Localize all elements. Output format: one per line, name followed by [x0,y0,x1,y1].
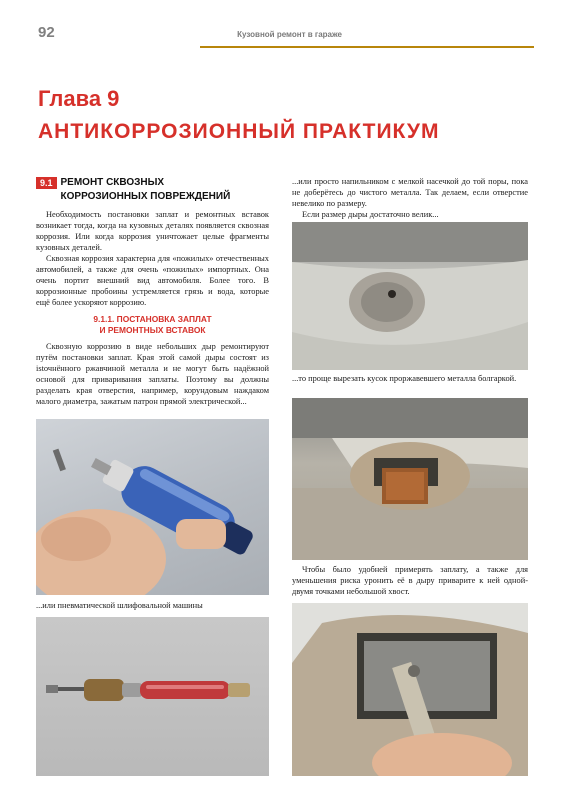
caption-angle-grinder: ...то проще вырезать кусок проржавевшего металла болгаркой. [292,374,517,383]
chapter-title: АНТИКОРРОЗИОННЫЙ ПРАКТИКУМ [38,120,440,143]
rust-hole-illustration [292,222,528,370]
section-number: 9.1 [36,177,57,189]
caption-large-hole: Если размер дыры достаточно велик... [302,210,439,219]
subsection-title-line2: И РЕМОНТНЫХ ВСТАВОК [99,325,206,335]
photo-straight-grinder [36,419,269,595]
subsection-title [36,314,269,336]
section-title-line2: КОРРОЗИОННЫХ ПОВРЕЖДЕНИЙ [60,191,231,202]
caption-file: ...или просто напильником с мелкой насечкой до той поры, пока не доберётесь до чистого металла. Так делаем, если отверстие невелико по размеру. [292,177,528,208]
photo-cut-hole [292,398,528,560]
page-number: 92 [38,24,55,41]
photo-pneumatic-grinder [36,617,269,776]
left-column [36,176,269,407]
subsection-title-line1: 9.1.1. ПОСТАНОВКА ЗАПЛАТ [93,314,212,324]
grinder-illustration [36,419,269,595]
header-rule [200,46,534,48]
patch-illustration [292,603,528,776]
pneumatic-grinder-illustration [36,617,269,776]
paragraph-1: Необходимость постановки заплат и ремонтных вставок возникает тогда, когда на кузовных деталях появляется сквозная коррозия. Или когда коррозия уничтожает целые фрагменты кузовных деталей. [36,210,269,252]
caption-patch-tail: Чтобы было удобней примерять заплату, а также для уменьшения риска уронить её в дыру приварите к ней одной-двумя точками небольшой хвост. [292,565,528,596]
page-header [0,0,570,50]
cut-hole-illustration [292,398,528,560]
running-title: Кузовной ремонт в гараже [237,30,342,39]
photo-patch-fitting [292,603,528,776]
caption-pneumatic-grinder: ...или пневматической шлифовальной машины [36,601,203,610]
right-column-top [292,176,528,220]
section-title [61,176,231,204]
chapter-label: Глава 9 [38,86,120,111]
paragraph-3: Сквозную коррозию в виде небольших дыр ремонтируют путём постановки заплат. Края этой самой дыры состоят из istочнённого ржавчиной металла и не могут быть надёжной основой для приваривания заплаты. Поэтому вы должны разделать края отверстия, например, корундовым наждаком малого диаметра, зажатым патрон прямой электрической... [36,342,269,406]
paragraph-2: Сквозная коррозия характерна для «пожилых» отечественных автомобилей, а также для очень «пожилых» импортных. Она очень портит внешний вид автомобиля. Более того. В коррозионные пробоины устремляется грязь и вода, которые ещё более ускоряют коррозию. [36,254,269,307]
photo-rust-hole [292,222,528,370]
section-heading [36,176,269,204]
section-title-line1: РЕМОНТ СКВОЗНЫХ [60,177,165,188]
